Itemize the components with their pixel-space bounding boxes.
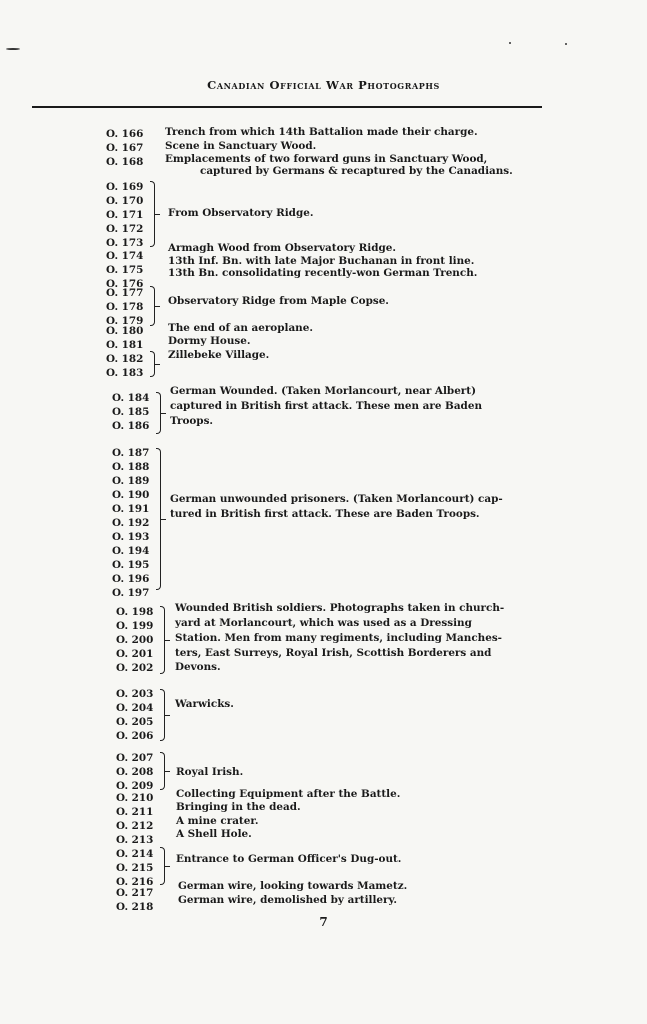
photo-caption: Devons.	[175, 661, 221, 673]
photo-caption: A mine crater.	[176, 815, 259, 827]
photo-caption: Armagh Wood from Observatory Ridge.	[168, 242, 396, 254]
photo-caption: Emplacements of two forward guns in Sanctuary Wood,	[165, 153, 488, 165]
photo-caption: Trench from which 14th Battalion made their charge.	[165, 126, 478, 138]
photo-number: O. 178	[106, 301, 144, 313]
scan-mark	[6, 48, 20, 50]
photo-number: O. 200	[116, 634, 154, 646]
bracket	[150, 181, 155, 247]
photo-number: O. 195	[112, 559, 150, 571]
photo-number: O. 173	[106, 237, 144, 249]
photo-number: O. 196	[112, 573, 150, 585]
photo-caption: 13th Inf. Bn. with late Major Buchanan in front line.	[168, 255, 475, 267]
photo-number: O. 177	[106, 287, 144, 299]
photo-caption: German Wounded. (Taken Morlancourt, near Albert)	[170, 385, 476, 397]
bracket	[156, 448, 161, 590]
photo-number: O. 183	[106, 367, 144, 379]
photo-number: O. 191	[112, 503, 150, 515]
bracket	[150, 286, 155, 326]
photo-number: O. 170	[106, 195, 144, 207]
photo-number: O. 174	[106, 250, 144, 262]
scan-mark	[565, 43, 567, 45]
photo-number: O. 166	[106, 128, 144, 140]
photo-number: O. 182	[106, 353, 144, 365]
photo-caption: Station. Men from many regiments, including Manches-	[175, 632, 502, 644]
photo-number: O. 213	[116, 834, 154, 846]
photo-caption: Observatory Ridge from Maple Copse.	[168, 295, 389, 307]
bracket	[160, 606, 165, 674]
photo-number: O. 205	[116, 716, 154, 728]
photo-number: O. 206	[116, 730, 154, 742]
photo-number: O. 179	[106, 315, 144, 327]
photo-number: O. 217	[116, 887, 154, 899]
photo-number: O. 204	[116, 702, 154, 714]
photo-caption: Scene in Sanctuary Wood.	[165, 140, 317, 152]
photo-number: O. 188	[112, 461, 150, 473]
photo-number: O. 208	[116, 766, 154, 778]
photo-number: O. 186	[112, 420, 150, 432]
photo-caption: German unwounded prisoners. (Taken Morlancourt) cap-	[170, 493, 503, 505]
photo-caption: Troops.	[170, 415, 214, 427]
photo-number: O. 198	[116, 606, 154, 618]
photo-number: O. 216	[116, 876, 154, 888]
photo-number: O. 203	[116, 688, 154, 700]
photo-caption: A Shell Hole.	[176, 828, 252, 840]
bracket	[150, 351, 155, 377]
photo-number: O. 197	[112, 587, 150, 599]
photo-caption: tured in British first attack. These are Baden Troops.	[170, 508, 480, 520]
photo-number: O. 169	[106, 181, 144, 193]
photo-caption: captured by Germans & recaptured by the Canadians.	[200, 165, 513, 177]
photo-caption: German wire, demolished by artillery.	[178, 894, 397, 906]
photo-number: O. 218	[116, 901, 154, 913]
photo-number: O. 209	[116, 780, 154, 792]
photo-number: O. 212	[116, 820, 154, 832]
photo-number: O. 167	[106, 142, 144, 154]
photo-caption: From Observatory Ridge.	[168, 207, 314, 219]
page-number: 7	[319, 915, 328, 929]
photo-number: O. 189	[112, 475, 150, 487]
photo-number: O. 211	[116, 806, 154, 818]
bracket	[160, 689, 165, 741]
photo-number: O. 184	[112, 392, 150, 404]
photo-number: O. 214	[116, 848, 154, 860]
photo-caption: Collecting Equipment after the Battle.	[176, 788, 401, 800]
photo-number: O. 199	[116, 620, 154, 632]
photo-number: O. 202	[116, 662, 154, 674]
photo-number: O. 180	[106, 325, 144, 337]
photo-number: O. 194	[112, 545, 150, 557]
photo-number: O. 168	[106, 156, 144, 168]
photo-caption: Bringing in the dead.	[176, 801, 301, 813]
photo-number: O. 175	[106, 264, 144, 276]
photo-caption: Dormy House.	[168, 335, 251, 347]
photo-caption: ters, East Surreys, Royal Irish, Scottish Borderers and	[175, 647, 492, 659]
scan-mark	[509, 42, 511, 44]
photo-caption: captured in British first attack. These men are Baden	[170, 400, 482, 412]
photo-caption: Wounded British soldiers. Photographs taken in church-	[175, 602, 505, 614]
photo-number: O. 181	[106, 339, 144, 351]
header-rule	[32, 106, 542, 108]
bracket	[156, 392, 161, 434]
photo-number: O. 171	[106, 209, 144, 221]
bracket	[160, 752, 165, 790]
photo-caption: The end of an aeroplane.	[168, 322, 313, 334]
photo-number: O. 176	[106, 278, 144, 290]
photo-number: O. 215	[116, 862, 154, 874]
bracket	[160, 847, 165, 885]
photo-number: O. 172	[106, 223, 144, 235]
photo-number: O. 185	[112, 406, 150, 418]
photo-number: O. 207	[116, 752, 154, 764]
photo-caption: Entrance to German Officer's Dug-out.	[176, 853, 402, 865]
photo-caption: yard at Morlancourt, which was used as a Dressing	[175, 617, 472, 629]
photo-number: O. 190	[112, 489, 150, 501]
photo-number: O. 201	[116, 648, 154, 660]
photo-number: O. 192	[112, 517, 150, 529]
photo-caption: Warwicks.	[175, 698, 234, 710]
photo-caption: Royal Irish.	[176, 766, 244, 778]
photo-caption: German wire, looking towards Mametz.	[178, 880, 408, 892]
photo-number: O. 210	[116, 792, 154, 804]
page-header: Canadian Official War Photographs	[207, 78, 440, 92]
photo-caption: Zillebeke Village.	[168, 349, 270, 361]
photo-number: O. 193	[112, 531, 150, 543]
photo-caption: 13th Bn. consolidating recently-won German Trench.	[168, 267, 478, 279]
photo-number: O. 187	[112, 447, 150, 459]
